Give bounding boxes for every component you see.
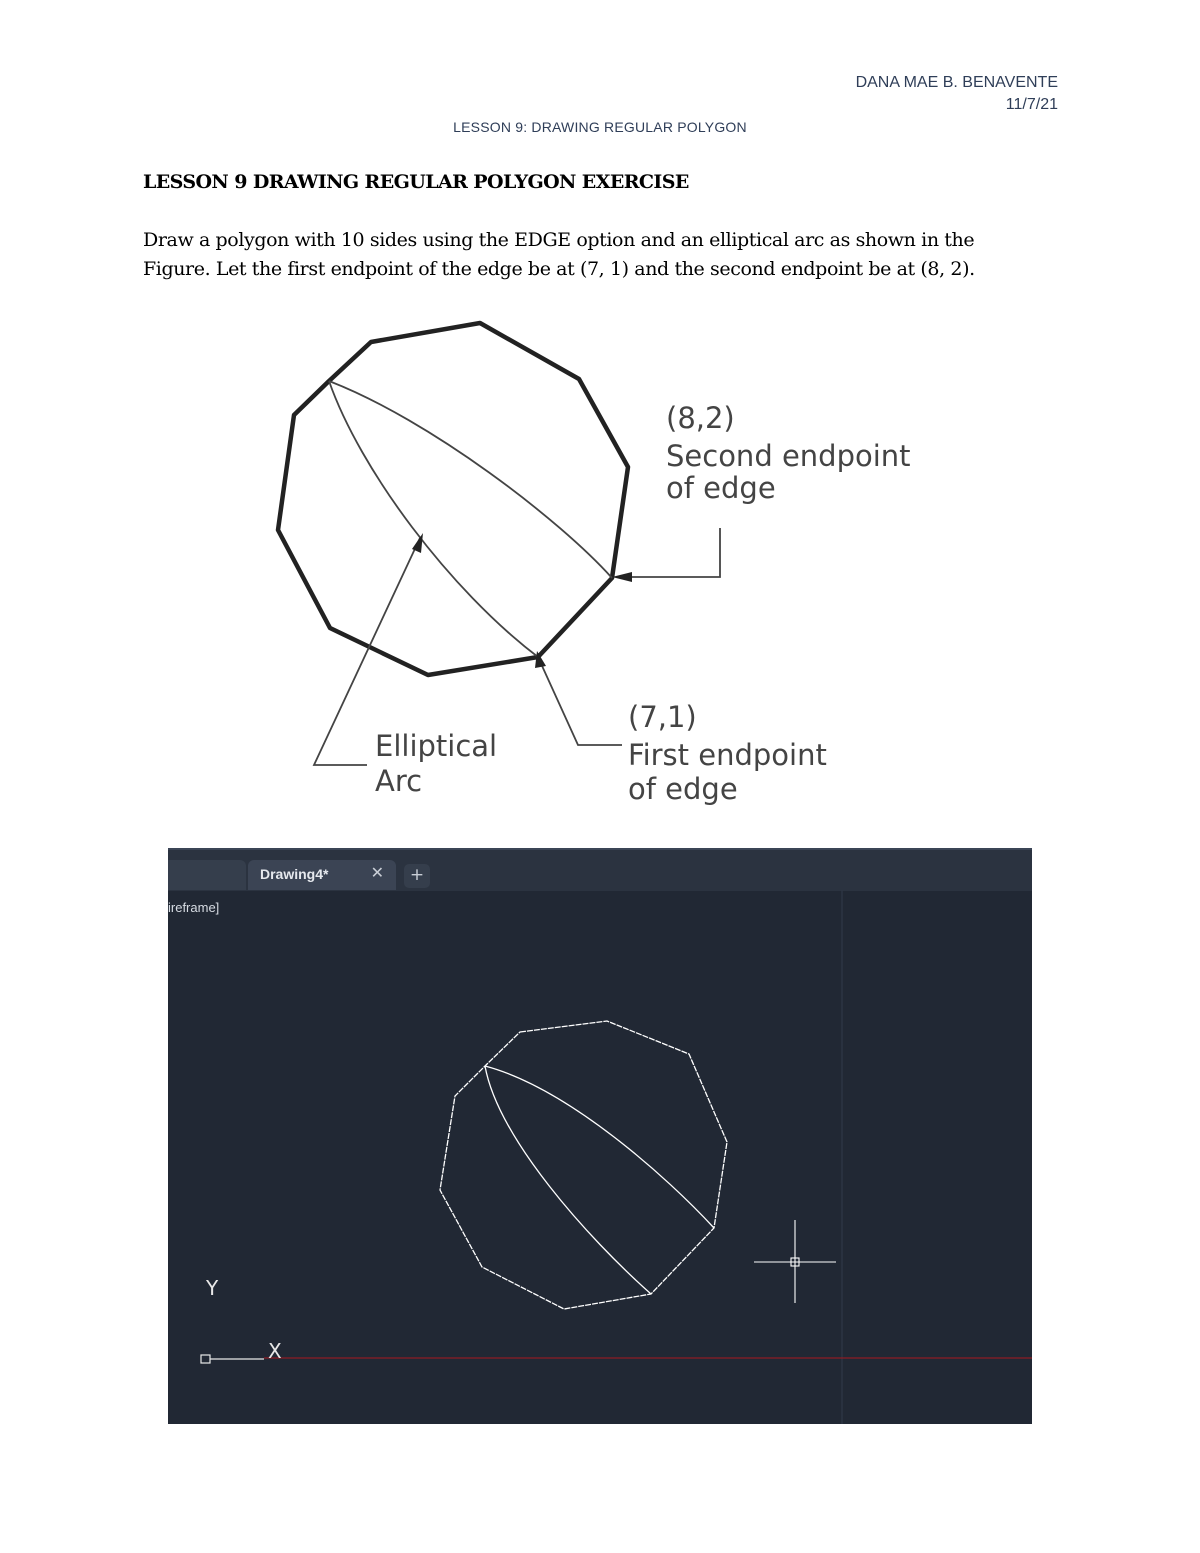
first-point-label-line2: of edge [628, 772, 738, 806]
cad-screenshot [168, 848, 1032, 1424]
plus-icon[interactable]: + [404, 864, 430, 888]
drawing-canvas[interactable] [168, 848, 1032, 1424]
elliptical-arc-inner [329, 381, 612, 578]
author-block [856, 72, 1058, 116]
second-point-label-line2: of edge [666, 471, 776, 505]
first-endpoint-leader [538, 657, 622, 745]
tab-label: Drawing4* [260, 866, 329, 882]
exercise-instructions: Draw a polygon with 10 sides using the EDGE option and an elliptical arc as shown in the Figure. Let the first endpoint of the edge be at (7, 1) and the second endpoint be at (8, 2). [143, 229, 975, 280]
second-point-label-line1: Second endpoint [666, 439, 911, 473]
document-date: 11/7/21 [1005, 96, 1058, 113]
elliptical-arc-cad-upper [485, 1066, 714, 1228]
elliptical-arc-cad [485, 1066, 651, 1294]
decagon-outline [278, 323, 628, 675]
ucs-y-label: Y [206, 1276, 219, 1300]
arc-label-line1: Elliptical [375, 729, 498, 763]
visual-style-control[interactable]: ireframe] [168, 900, 220, 915]
arc-label-line2: Arc [375, 764, 423, 798]
first-point-label-line1: First endpoint [628, 738, 827, 772]
author-name: DANA MAE B. BENAVENTE [855, 74, 1058, 91]
second-endpoint-arrowhead [612, 572, 632, 582]
ucs-icon [201, 1276, 282, 1363]
crosshair-cursor [754, 1220, 836, 1303]
decagon [440, 1021, 727, 1309]
first-point-coords: (7,1) [628, 700, 697, 734]
exercise-title: LESSON 9 DRAWING REGULAR POLYGON EXERCISE [143, 171, 689, 193]
ucs-x-label: X [268, 1339, 282, 1363]
second-endpoint-leader [622, 528, 720, 577]
elliptical-arc [329, 381, 538, 657]
reference-figure [240, 310, 980, 830]
close-icon[interactable]: ✕ [370, 863, 384, 882]
second-point-coords: (8,2) [666, 401, 735, 435]
running-header: LESSON 9: DRAWING REGULAR POLYGON [453, 119, 747, 135]
